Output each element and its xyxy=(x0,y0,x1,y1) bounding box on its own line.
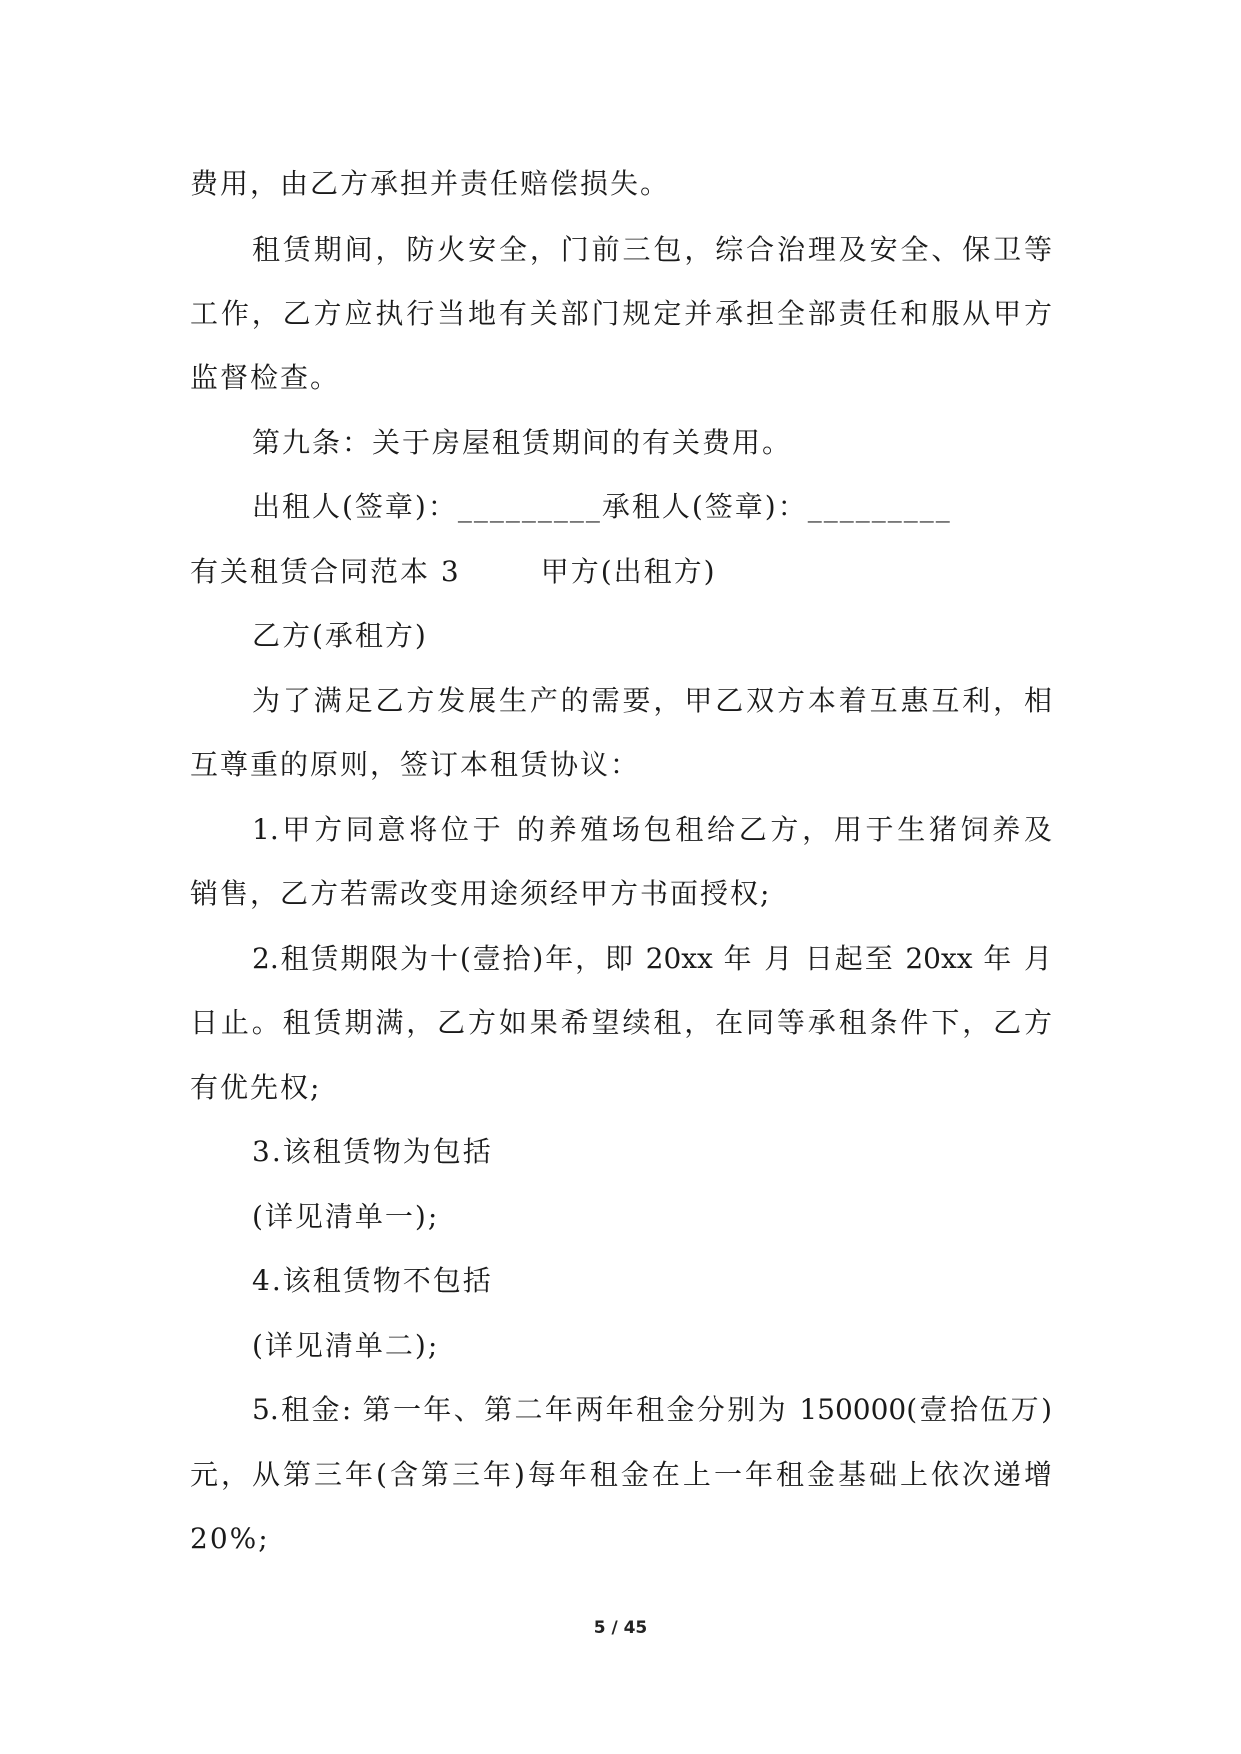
party-a-label: 甲方(出租方) xyxy=(540,555,717,588)
text-line: 互尊重的原则，签订本租赁协议： xyxy=(190,748,641,781)
section-heading: 有关租赁合同范本 3 xyxy=(190,555,461,588)
signature-line: 出租人(签章)：_________承租人(签章)：_________ xyxy=(252,490,952,523)
clause-line: 5.租金: 第一年、第二年两年租金分别为 150000(壹拾伍万) xyxy=(252,1393,1052,1426)
clause-line: 2.租赁期限为十(壹拾)年，即 20xx 年 月 日起至 20xx 年 月 xyxy=(252,942,1052,975)
text-line: 第九条：关于房屋租赁期间的有关费用。 xyxy=(252,426,793,459)
text-line: 元，从第三年(含第三年)每年租金在上一年租金基础上依次递增 xyxy=(190,1458,1052,1491)
clause-line: 4.该租赁物不包括 xyxy=(252,1264,493,1297)
text-line: (详见清单二); xyxy=(252,1329,440,1362)
text-line: 有优先权; xyxy=(190,1071,322,1104)
text-line: 租赁期间，防火安全，门前三包，综合治理及安全、保卫等 xyxy=(252,233,1052,266)
clause-line: 3.该租赁物为包括 xyxy=(252,1135,493,1168)
text-line: 20%; xyxy=(190,1522,270,1555)
page-number: 5 / 45 xyxy=(593,1618,648,1638)
text-line: (详见清单一); xyxy=(252,1200,440,1233)
text-line: 日止。租赁期满，乙方如果希望续租，在同等承租条件下，乙方 xyxy=(190,1006,1052,1039)
text-line: 费用，由乙方承担并责任赔偿损失。 xyxy=(190,167,671,200)
text-line: 为了满足乙方发展生产的需要，甲乙双方本着互惠互利，相 xyxy=(252,684,1052,717)
text-line: 销售，乙方若需改变用途须经甲方书面授权; xyxy=(190,877,772,910)
section-heading-line xyxy=(190,552,717,592)
text-line: 工作，乙方应执行当地有关部门规定并承担全部责任和服从甲方 xyxy=(190,297,1052,330)
text-line: 监督检查。 xyxy=(190,361,341,394)
clause-line: 1.甲方同意将位于 的养殖场包租给乙方，用于生猪饲养及 xyxy=(252,813,1052,846)
party-b-label: 乙方(承租方) xyxy=(252,619,428,652)
